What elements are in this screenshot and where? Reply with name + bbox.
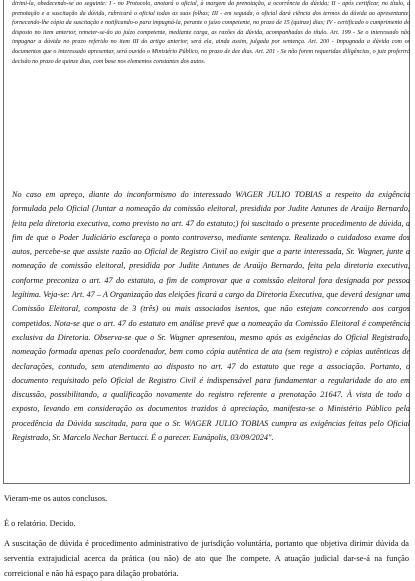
quoted-law-text: dirimi-la, obedecendo-se ao seguinte: I - no Protocolo, anotará o oficial, à margem da prenotação, a ocorrência da dúvida; II - após certificar, no título, a prenotação e a suscitação da dúvida, rubricará o oficial todas as suas folhas; III - em seguida, o oficial dará ciência dos termos da dúvida ao apresentante, fornecendo-lhe cópia da suscitação e notificando-o para impugná-la, perante o juízo competente, no prazo de 15 (quinze) dias; IV - certificado o cumprimento do disposto no item anterior, remeter-se-ão ao juízo competente, mediante carga, as razões da dúvida, acompanhadas do título. Art. 199 - Se o interessado não impugnar a dúvida no prazo referido no item III do artigo anterior, será ela, ainda assim, julgada por sentença. Art. 200 - Impugnada a dúvida com os documentos que o interessado apresentar, será ouvido o Ministério Público, no prazo de dez dias. Art. 201 - Se não forem requeridas diligências, o juiz proferirá decisão no prazo de quinze dias, com base nos elementos constantes dos autos.: [12, 1, 410, 65]
paragraph-relatorio: É o relatório. Decido.: [4, 519, 76, 528]
paragraph-suscitacao: A suscitação de dúvida é procedimento administrativo de jurisdição voluntária, portanto que objetiva dirimir dúvida da serventia extrajudicial acerca da prática (ou não) de ato que lhe compete. A atuação judicial dar-se-á na função correicional e não há espaço para dilação probatória.: [4, 539, 409, 578]
quoted-opinion-box: [3, 0, 410, 484]
paragraph-conclusos: Vieram-me os autos conclusos.: [4, 494, 108, 503]
quoted-opinion-text: No caso em apreço, diante do inconformismo do interessado WAGER JULIO TOBIAS a respeito da exigência formulada pelo Oficial (Juntar a nomeação da comissão eleitoral, presidida por Judite Antunes de Araújo Bernardo, feita pela diretoria executiva, como previsto no art. 47 do estatuto;) foi suscitado o presente procedimento de dúvida, a fim de que o Poder Judiciário esclareça o ponto controverso, mediante sentença. Realizado o cuidadoso exame dos autos, percebe-se que assiste razão ao Oficial de Registro Civil ao exigir que a parte interessada, Sr. Wagner, junte a nomeação de comissão eleitoral, presidida por Judite Antunes de Araújo Bernardo, feita pela diretoria executiva, conforme preconiza o art. 47 do estatuto, a fim de comprovar que a comissão eleitoral fora designada por pessoa legítima. Veja-se: Art. 47 – A Organização das eleições ficará a cargo da Diretoria Executiva, que deverá designar uma Comissão Eleitoral, composta de 3 (três) ou mais associados isentos, que não estejam concorrendo aos cargos competidos. Nota-se que o art. 47 do estatuto em análise prevê que a nomeação da Comissão Eleitoral é competência exclusiva da Diretoria. Observa-se que o Sr. Wagner apresentou, mesmo após as exigências do Oficial Registrado, nomeação formada apenas pelo coordenador, bem como cópia autêntica de ata (sem registro) e cópias autênticas de declarações, contudo, sem atendimento ao disposto no art. 47 do estatuto que rege a associação. Portanto, o documento requisitado pelo Oficial de Registro Civil é indispensável para fundamentar a regularidade do ato em discussão, possibilitando, a qualificação novamente do registro referente a prenotação 21647. À vista de todo o exposto, levando em consideração os documentos trazidos à apreciação, manifesta-se o Ministério Público pela procedência da Dúvida suscitada, para que o Sr. WAGER JULIO TOBIAS cumpra as exigências feitas pelo Oficial Registrado, Sr. Marcelo Nechar Bertucci. É o parecer. Eunápolis, 03/09/2024".: [12, 190, 410, 443]
